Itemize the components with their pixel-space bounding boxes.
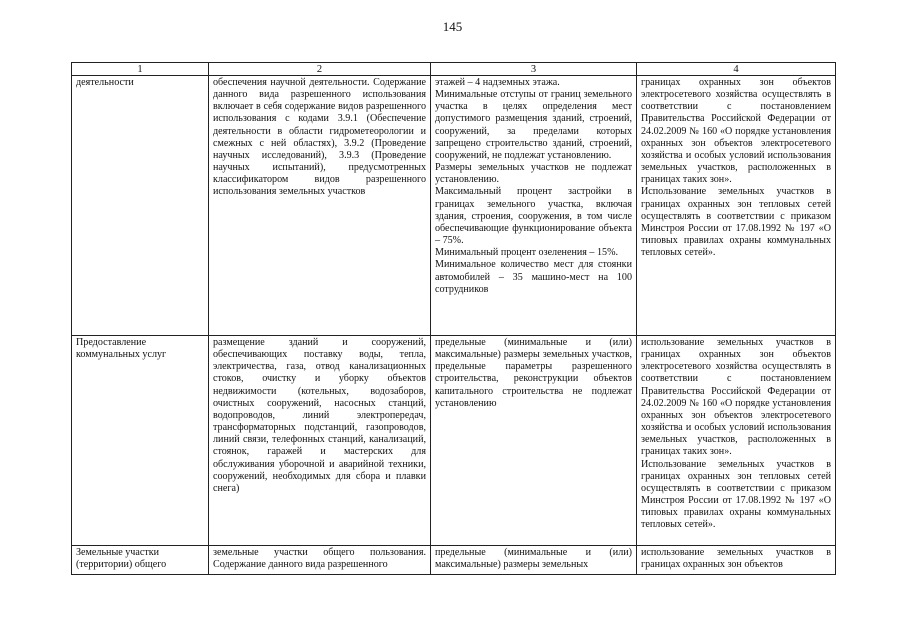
cell-text: Предоставление коммунальных услуг (76, 337, 167, 361)
restrictions-cell (637, 546, 836, 575)
cell-text: использование земельных участков в границах охранных зон объектов (641, 547, 831, 571)
column-header-1: 1 (72, 63, 209, 76)
activity-name-cell (72, 546, 209, 575)
cell-paragraph: использование земельных участков в границах охранных зон объектов электросетевого хозяйства осуществлять в соответствии с постановлением Правительства Российской Федерации от 24.02.2009 № 160 «О порядке установления охранных зон объектов электросетевого хозяйства и особых условий использования земельных участков, расположенных в границах таких зон». (641, 337, 831, 458)
cell-paragraph: границах охранных зон объектов электросетевого хозяйства осуществлять в соответствии с постановлением Правительства Российской Федерации от 24.02.2009 № 160 «О порядке установления охранных зон объектов электросетевого хозяйства и особых условий использования земельных участков, расположенных в границах таких зон». (641, 77, 831, 186)
cell-text: размещение зданий и сооружений, обеспечивающих поставку воды, тепла, электричества, газа, отвод канализационных стоков, очистку и уборку объектов недвижимости (котельных, водозаборов, очистных сооружений, насосных станций, водопроводов, линий электропередач, трансформаторных подстанций, газопроводов, линий связи, телефонных станций, канализаций, стоянок, гаражей и мастерских для обслуживания уборочной и аварийной техники, сооружений, необходимых для сбора и плавки снега) (213, 337, 426, 494)
column-header-3: 3 (431, 63, 637, 76)
cell-text: обеспечения научной деятельности. Содержание данного вида разрешенного использования включает в себя содержание видов разрешенного использования с кодами 3.9.1 (Обеспечение деятельности в области гидрометеорологии и смежных с ней областях), 3.9.2 (Проведение научных исследований), 3.9.3 (Проведение научных испытаний), предусмотренных классификатором видов разрешенного использования земельных участков (213, 77, 426, 198)
table-row (72, 546, 836, 575)
restrictions-cell (637, 76, 836, 336)
regulations-table (71, 62, 836, 575)
activity-name-cell (72, 336, 209, 546)
cell-text: предельные (минимальные и (или) максимальные) размеры земельных (435, 547, 632, 571)
parameters-cell (431, 546, 637, 575)
table-row (72, 336, 836, 546)
description-cell (209, 76, 431, 336)
cell-paragraph: этажей – 4 надземных этажа. (435, 77, 560, 88)
parameters-cell (431, 76, 637, 336)
cell-text: деятельности (76, 77, 134, 88)
cell-paragraph: Максимальный процент застройки в границах земельного участка, включая здания, строения, сооружения, в том числе обеспечивающие функционирование объекта – 75%. (435, 186, 632, 247)
description-cell (209, 546, 431, 575)
table-row (72, 76, 836, 336)
cell-text: земельные участки общего пользования. Содержание данного вида разрешенного (213, 547, 426, 571)
activity-name-cell (72, 76, 209, 336)
cell-paragraph: Минимальные отступы от границ земельного участка в целях определения мест допустимого размещения зданий, строений, сооружений, за пределами которых запрещено строительство зданий, строений, сооружений, не подлежат установлению. (435, 89, 632, 161)
cell-paragraph: Размеры земельных участков не подлежат установлению. (435, 162, 632, 186)
cell-paragraph: Использование земельных участков в границах охранных зон тепловых сетей осуществлять в соответствии с приказом Минстроя России от 17.08.1992 № 197 «О типовых правилах охраны коммунальных тепловых сетей». (641, 186, 831, 259)
page-number: 145 (442, 19, 463, 34)
table-header-row (72, 63, 836, 76)
cell-paragraph: Минимальный процент озеленения – 15%. (435, 247, 619, 259)
column-header-4: 4 (637, 63, 836, 76)
restrictions-cell (637, 336, 836, 546)
cell-paragraph: Использование земельных участков в границах охранных зон тепловых сетей осуществлять в соответствии с приказом Минстроя России от 17.08.1992 № 197 «О типовых правилах охраны коммунальных тепловых сетей». (641, 458, 831, 531)
cell-text: Земельные участки (территории) общего (76, 547, 167, 571)
parameters-cell (431, 336, 637, 546)
column-header-2: 2 (209, 63, 431, 76)
cell-text: предельные (минимальные и (или) максимальные) размеры земельных участков, предельные параметры разрешенного строительства, реконструкции объектов капитального строительства не подлежат установлению (435, 337, 632, 409)
description-cell (209, 336, 431, 546)
cell-paragraph: Минимальное количество мест для стоянки автомобилей – 35 машино-мест на 100 сотрудников (435, 259, 632, 295)
